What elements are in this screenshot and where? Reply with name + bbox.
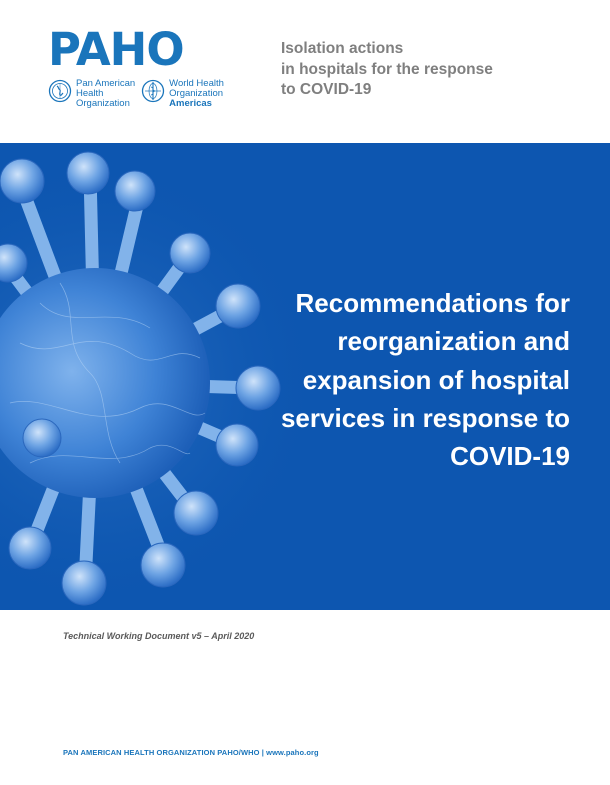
document-title-line: COVID-19 xyxy=(450,441,570,472)
document-title-line: expansion of hospital xyxy=(302,364,570,395)
document-title xyxy=(150,284,570,475)
who-emblem-icon xyxy=(141,79,165,103)
document-title-line: Recommendations for xyxy=(295,288,570,318)
paho-wordmark: PAHO xyxy=(48,23,184,76)
paho-globe-emblem-icon xyxy=(48,79,72,103)
header-title-line: to COVID-19 xyxy=(281,81,372,98)
paho-org-logo xyxy=(48,79,135,109)
who-org-region: Americas xyxy=(169,98,212,109)
header xyxy=(0,0,610,143)
header-title-line: Isolation actions xyxy=(281,40,404,57)
header-title-line: in hospitals for the response xyxy=(281,60,493,78)
paho-org-name: Pan American Health Organization xyxy=(76,78,136,109)
who-org-logo xyxy=(141,79,224,109)
cover-banner xyxy=(0,143,610,610)
header-title xyxy=(281,39,581,101)
document-title-line: services in response to xyxy=(280,402,570,433)
organization-logos xyxy=(48,79,230,109)
who-org-text xyxy=(169,79,224,109)
document-title-line: reorganization and xyxy=(337,326,570,357)
document-version-info: Technical Working Document v5 – April 2020 xyxy=(63,631,255,641)
paho-logo xyxy=(48,23,236,114)
who-org-name: World Health Organization xyxy=(169,78,224,99)
footer-organization-line: PAN AMERICAN HEALTH ORGANIZATION PAHO/WHO | www.paho.org xyxy=(63,748,319,757)
